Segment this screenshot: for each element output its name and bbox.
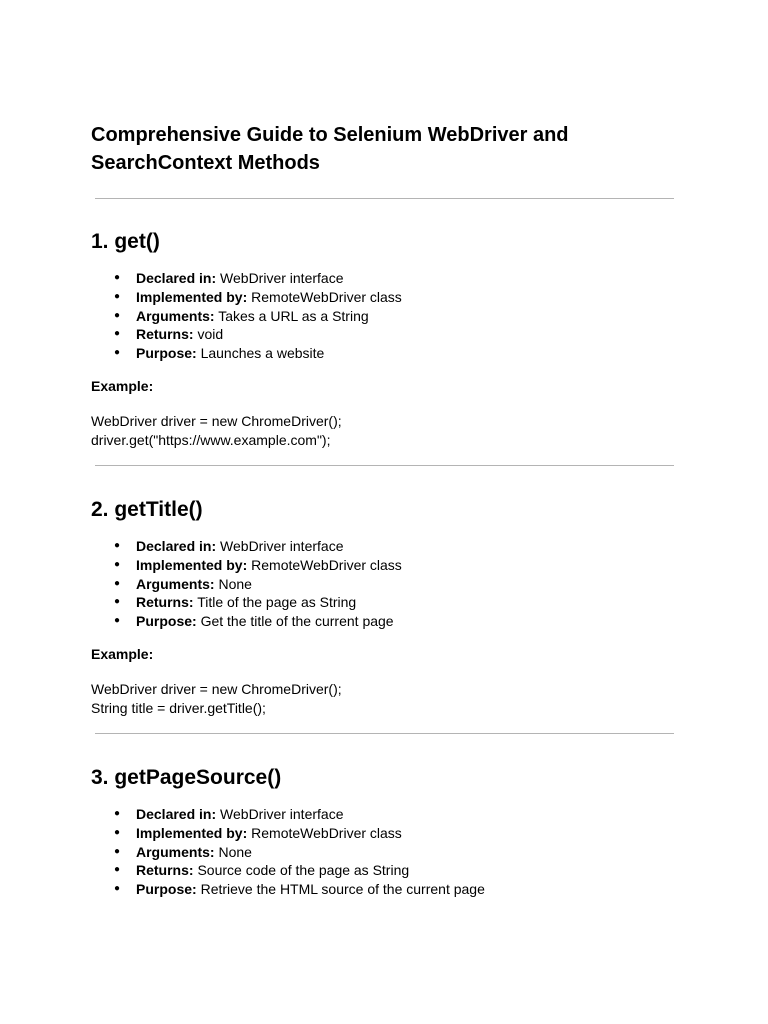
section-heading: 2. getTitle() <box>91 498 203 521</box>
bullet-icon: ● <box>114 272 121 283</box>
property-label: Implemented by: <box>136 288 248 305</box>
property-value: Get the title of the current page <box>196 613 394 630</box>
property-value: RemoteWebDriver class <box>247 288 402 305</box>
property-item-arguments <box>91 843 485 862</box>
section-heading: 3. getPageSource() <box>91 766 282 789</box>
property-item-purpose <box>91 612 402 631</box>
property-list <box>91 537 402 631</box>
document-title: Comprehensive Guide to Selenium WebDriver and SearchContext Methods <box>91 124 569 174</box>
property-list <box>91 269 402 363</box>
property-item-declared-in <box>91 805 485 824</box>
property-item-declared-in <box>91 269 402 288</box>
bullet-icon: ● <box>114 290 121 302</box>
property-item-returns <box>91 593 402 612</box>
bullet-icon: ● <box>114 864 121 876</box>
bullet-icon: ● <box>114 808 121 819</box>
bullet-icon: ● <box>114 845 121 857</box>
property-value: RemoteWebDriver class <box>247 556 402 573</box>
property-item-implemented-by <box>91 288 402 307</box>
bullet-icon: ● <box>114 615 121 627</box>
code-line: WebDriver driver = new ChromeDriver(); <box>91 681 342 697</box>
property-item-purpose <box>91 880 485 899</box>
property-value: Source code of the page as String <box>193 862 410 879</box>
property-value: Title of the page as String <box>193 594 357 611</box>
property-value: void <box>193 326 224 343</box>
code-example <box>91 412 342 450</box>
property-label: Purpose: <box>136 881 197 898</box>
property-label: Returns: <box>136 326 194 343</box>
property-value: WebDriver interface <box>216 538 344 554</box>
property-value: Takes a URL as a String <box>214 307 369 324</box>
example-label: Example: <box>91 378 154 394</box>
method-section-gettitle <box>91 497 691 716</box>
horizontal-divider <box>95 465 674 466</box>
property-item-purpose <box>91 344 402 363</box>
property-value: None <box>214 575 252 592</box>
property-value: WebDriver interface <box>216 806 344 822</box>
property-label: Purpose: <box>136 613 197 630</box>
bullet-icon: ● <box>114 347 121 359</box>
bullet-icon: ● <box>114 577 121 589</box>
property-label: Returns: <box>136 862 194 879</box>
method-section-get <box>91 229 691 448</box>
property-value: None <box>214 843 252 860</box>
property-label: Declared in: <box>136 270 217 286</box>
code-line: String title = driver.getTitle(); <box>91 700 266 716</box>
method-section-getpagesource <box>91 765 691 898</box>
property-item-implemented-by <box>91 556 402 575</box>
property-list <box>91 805 485 899</box>
property-item-returns <box>91 861 485 880</box>
property-label: Implemented by: <box>136 556 248 573</box>
property-item-returns <box>91 325 402 344</box>
property-label: Arguments: <box>136 843 215 860</box>
property-value: Retrieve the HTML source of the current page <box>196 881 485 898</box>
section-heading: 1. get() <box>91 230 160 253</box>
property-label: Implemented by: <box>136 824 248 841</box>
bullet-icon: ● <box>114 826 121 838</box>
property-label: Arguments: <box>136 307 215 324</box>
property-label: Arguments: <box>136 575 215 592</box>
code-example <box>91 680 342 718</box>
horizontal-divider <box>95 198 674 199</box>
property-label: Declared in: <box>136 806 217 822</box>
property-value: WebDriver interface <box>216 270 344 286</box>
property-label: Purpose: <box>136 345 197 362</box>
property-item-arguments <box>91 575 402 594</box>
property-item-implemented-by <box>91 824 485 843</box>
code-line: WebDriver driver = new ChromeDriver(); <box>91 413 342 429</box>
code-line: driver.get("https://www.example.com"); <box>91 432 331 448</box>
property-label: Declared in: <box>136 538 217 554</box>
bullet-icon: ● <box>114 558 121 570</box>
property-item-declared-in <box>91 537 402 556</box>
example-label: Example: <box>91 646 154 662</box>
horizontal-divider <box>95 733 674 734</box>
property-item-arguments <box>91 307 402 326</box>
property-value: Launches a website <box>196 345 325 362</box>
bullet-icon: ● <box>114 883 121 895</box>
bullet-icon: ● <box>114 596 121 608</box>
bullet-icon: ● <box>114 540 121 551</box>
bullet-icon: ● <box>114 309 121 321</box>
property-label: Returns: <box>136 594 194 611</box>
bullet-icon: ● <box>114 328 121 340</box>
property-value: RemoteWebDriver class <box>247 824 402 841</box>
